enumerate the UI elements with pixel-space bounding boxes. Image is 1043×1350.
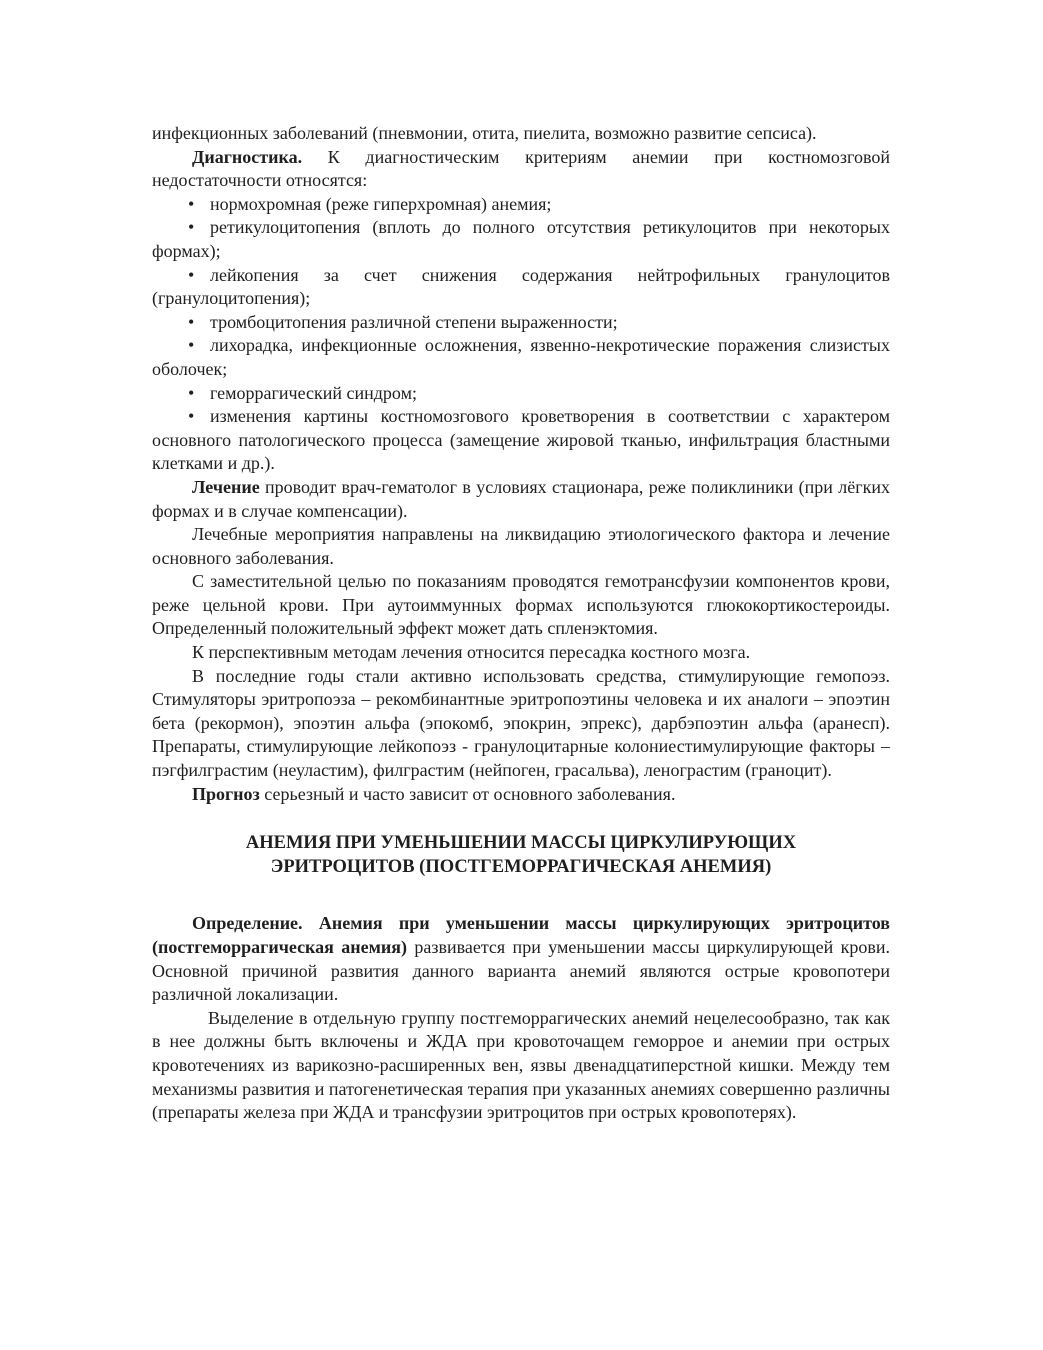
section-heading [152, 832, 890, 879]
prognosis-label: Прогноз [192, 783, 260, 804]
prognosis-text: серьезный и часто зависит от основного заболевания. [259, 783, 676, 804]
list-item-text: ретикулоцитопения (вплоть до полного отсутствия ретикулоцитов при некоторых формах); [152, 217, 890, 261]
list-item [152, 264, 890, 311]
list-item [152, 334, 890, 381]
bullet-icon: • [188, 335, 195, 356]
bullet-icon: • [188, 311, 195, 332]
document-page [152, 122, 890, 1125]
list-item [152, 311, 890, 335]
section-heading-line-1: АНЕМИЯ ПРИ УМЕНЬШЕНИИ МАССЫ ЦИРКУЛИРУЮЩИХ [245, 833, 797, 854]
list-item [152, 193, 890, 217]
treatment-text: проводит врач-гематолог в условиях стационара, реже поликлиники (при лёгких формах и в случае компенсации). [152, 476, 890, 521]
paragraph-measures: Лечебные мероприятия направлены на ликвидацию этиологического фактора и лечение основного заболевания. [152, 524, 890, 568]
paragraph-infections: инфекционных заболеваний (пневмонии, отита, пиелита, возможно развитие сепсиса). [152, 123, 817, 143]
list-item [152, 382, 890, 406]
list-item [152, 405, 890, 476]
list-item-text: тромбоцитопения различной степени выраженности; [210, 311, 618, 332]
list-item [152, 216, 890, 263]
paragraph-stimulators: В последние годы стали активно использовать средства, стимулирующие гемопоэз. Стимуляторы эритропоэза – рекомбинантные эритропоэтины человека и их аналоги – эпоэтин бета (рекормон), эпоэтин альфа (эпокомб, эпокрин, эпрекс), дарбэпоэтин альфа (аранесп). Препараты, стимулирующие лейкопоэз - гранулоцитарные колониестимулирующие факторы – пэгфилграстим (неуластим), филграстим (нейпоген, грасальва), ленограстим (граноцит). [152, 665, 890, 781]
paragraph-treatment [152, 476, 890, 523]
bullet-icon: • [188, 382, 195, 403]
list-item-text: нормохромная (реже гиперхромная) анемия; [210, 193, 552, 214]
paragraph-replacement: С заместительной целью по показаниям проводятся гемотрансфузии компонентов крови, реже цельной крови. При аутоиммунных формах используются глюкокортикостероиды. Определенный положительный эффект может дать спленэктомия. [152, 571, 890, 639]
criteria-list [152, 193, 890, 476]
list-item-text: изменения картины костномозгового кроветворения в соответствии с характером основного патологического процесса (замещение жировой тканью, инфильтрация бластными клетками и др.). [152, 406, 890, 474]
diagnostics-label: Диагностика. [192, 146, 303, 167]
bullet-icon: • [188, 193, 195, 214]
section-heading-line-2: ЭРИТРОЦИТОВ (ПОСТГЕМОРРАГИЧЕСКАЯ АНЕМИЯ) [270, 856, 772, 877]
list-item-text: лейкопения за счет снижения содержания нейтрофильных гранулоцитов (гранулоцитопения); [152, 264, 890, 309]
bullet-icon: • [188, 264, 195, 285]
list-item-text: лихорадка, инфекционные осложнения, язвенно-некротические поражения слизистых оболочек; [152, 335, 890, 379]
paragraph-perspective: К перспективным методам лечения относится пересадка костного мозга. [192, 642, 751, 663]
paragraph-diagnostics [152, 146, 890, 193]
bullet-icon: • [188, 217, 195, 238]
paragraph-classification: Выделение в отдельную группу постгеморрагических анемий нецелесообразно, так как в нее должны быть включены и ЖДА при кровоточащем геморрое и анемии при острых кровотечениях из варикозно-расширенных вен, язвы двенадцатиперстной кишки. Между тем механизмы развития и патогенетическая терапия при указанных анемиях совершенно различны (препараты железа при ЖДА и трансфузии эритроцитов при острых кровопотерях). [152, 1007, 890, 1123]
definition-text: развивается при уменьшении массы циркулирующей крови. Основной причиной развития данного варианта анемий являются острые кровопотери различной локализации. [152, 937, 890, 1005]
diagnostics-text: К диагностическим критериям анемии при костномозговой недостаточности относятся: [152, 146, 890, 191]
definition-label: Определение. Анемия при уменьшении массы циркулирующих эритроцитов (постгеморрагическая анемия) [152, 913, 890, 957]
treatment-label: Лечение [192, 476, 260, 497]
list-item-text: геморрагический синдром; [210, 382, 417, 403]
paragraph-definition [152, 912, 890, 1006]
paragraph-prognosis [152, 783, 890, 807]
bullet-icon: • [188, 406, 195, 427]
